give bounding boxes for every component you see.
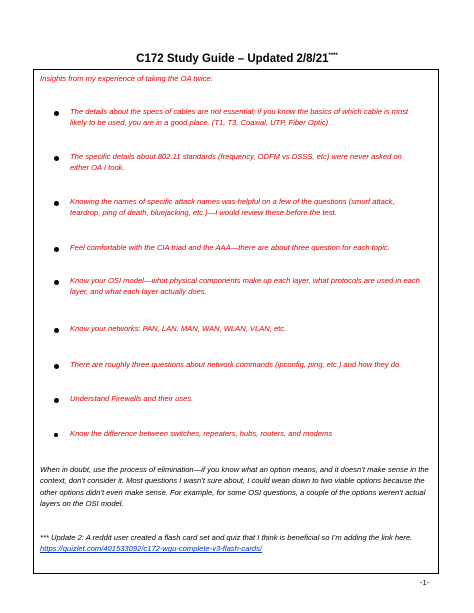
bullet-icon [54, 247, 59, 252]
title-suffix: **** [328, 53, 338, 59]
bullet-icon [54, 111, 59, 116]
bullet-text: Know the difference between switches, repeaters, hubs, routers, and modems [70, 429, 333, 438]
page-number: -1- [420, 578, 430, 587]
bullet-icon [54, 398, 59, 403]
update-prefix: *** Update 2 [40, 533, 82, 542]
bullet-text: The details about the specs of cables are not essential; if you know the basics of which cable is most likely to be used, you are in a good place. (T1, T3, Coaxial, UTP, Fiber Optic) [70, 107, 409, 128]
bullet-icon [54, 328, 59, 333]
content-box [33, 69, 439, 574]
bullet-icon [54, 280, 59, 285]
document-title [0, 53, 474, 65]
update-text: : A reddit user created a flash card set and quiz that I think is beneficial so I’m adding the link here. [81, 533, 413, 542]
bullet-text: The specific details about 802.11 standards (frequency, ODFM vs DSSS, etc) were never asked on either OA I took. [70, 152, 402, 173]
intro-text: Insights from my experience of taking the OA twice: [40, 74, 213, 83]
bullet-text: Understand Firewalls and their uses. [70, 394, 194, 403]
bullet-text: Know your networks: PAN, LAN, MAN, WAN, WLAN, VLAN, etc. [70, 324, 287, 333]
update-paragraph [40, 532, 434, 555]
bullet-icon [54, 364, 59, 369]
elimination-paragraph: When in doubt, use the process of elimination—if you know what an option means, and it doesn’t make sense in the context, don’t consider it. Most questions I wasn’t sure about, I could wean down to two viable options because the other options didn’t even make sense. For example, for some OSI questions, a couple of the options weren’t actual layers on the OSI model. [40, 465, 429, 509]
title-text: C172 Study Guide – Updated 2/8/21 [136, 53, 329, 65]
bullet-text: Feel comfortable with the CIA triad and the AAA—there are about three question for each topic. [70, 243, 390, 252]
bullet-icon [54, 201, 59, 206]
bullet-text: There are roughly three questions about network commands (ipconfig, ping, etc.) and how they do. [70, 360, 402, 369]
quizlet-link[interactable]: https://quizlet.com/401533092/c172-wgu-complete-v3-flash-cards/ [40, 544, 263, 554]
bullet-text: Knowing the names of specific attack names was helpful on a few of the questions (smurf attack, teardrop, ping of death, bluejacking, etc.)—I would review these before the test. [70, 197, 395, 218]
bullet-text: Know your OSI model—what physical components make up each layer, what protocols are used in each layer, and what each layer actually does. [70, 276, 420, 297]
bullet-icon [54, 156, 59, 161]
bullet-icon [54, 433, 58, 437]
